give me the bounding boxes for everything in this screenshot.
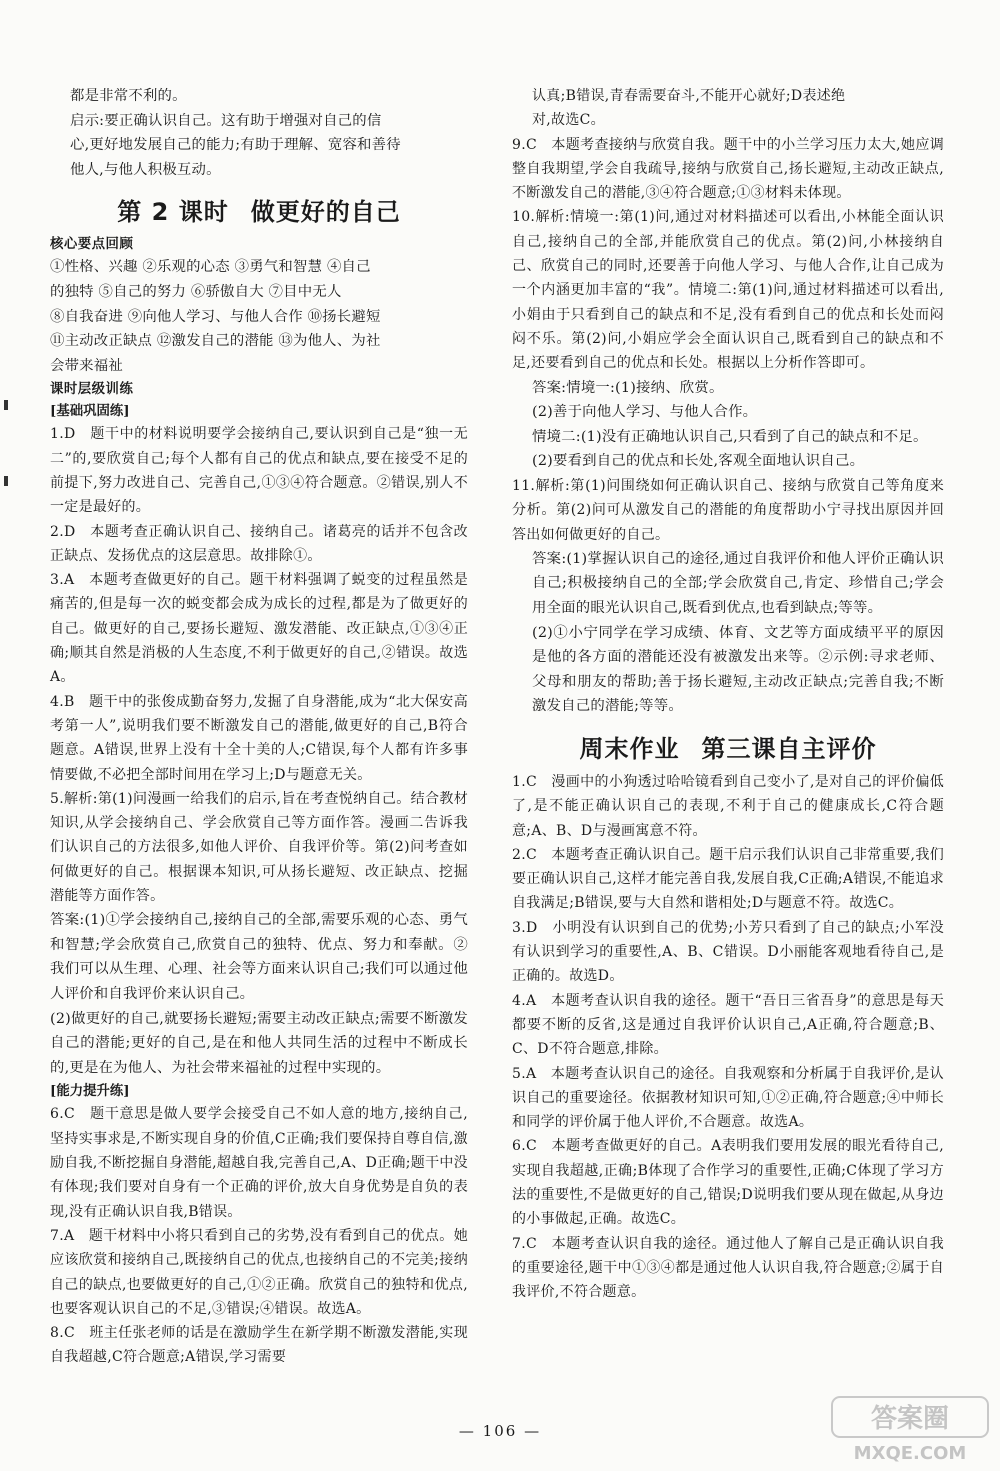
question-5-analysis: 5.解析:第(1)问漫画一给我们的启示,旨在考查悦纳自己。结合教材知识,从学会接纳自己、学会欣赏自己等方面作答。漫画二告诉我们认识自己的方法很多,如他人评价、自我评价等。第(2)问考查如何做更好的自己。根据课本知识,可从扬长避短、改正缺点、挖掘潜能等方面作答。 [50, 790, 468, 904]
question-1: 1.D 题干中的材料说明要学会接纳自己,要认识到自己是“独一无二”的,要欣赏自己;每个人都有自己的优点和缺点,要在接受不足的前提下,努力改进自己、完善自己,①③④符合题意。②错误,别人不一定是最好的。 [50, 426, 468, 516]
lesson-title-number: 第 2 课时 [117, 198, 229, 227]
watermark-text: 答案圈 [870, 1404, 950, 1434]
question-5-answer-2: (2)做更好的自己,就要扬长避短;需要主动改正缺点;需要不断激发自己的潜能;更好的自己,是在和他人共同生活的过程中不断成长的,更是在为他人、为社会带来福祉的过程中实现的。 [50, 1010, 468, 1076]
question-2: 2.D 本题考查正确认识自己、接纳自己。诸葛亮的话并不包含改正缺点、发扬优点的这层意思。故排除①。 [50, 523, 468, 564]
question-11-answer-2: (2)①小宁同学在学习成绩、体育、文艺等方面成绩平平的原因是他的各方面的潜能还没有被激发出来等。②示例:寻求老师、父母和朋友的帮助;善于扬长避短,主动改正缺点;完善自我;不断激发自己的潜能;等等。 [532, 624, 944, 715]
lesson-title-name: 做更好的自己 [250, 198, 401, 227]
text-line: 对,故选C。 [532, 112, 605, 129]
weekend-question-7: 7.C 本题考查认识自我的途径。通过他人了解自己是正确认识自我的重要途径,题干中①③④都是通过他人认识自我,符合题意;②属于自我评价,不符合题意。 [512, 1235, 944, 1301]
question-10-analysis: 10.解析:情境一:第(1)问,通过对材料描述可以看出,小林能全面认识自己,接纳自己的全部,并能欣赏自己的优点。第(2)问,小林接纳自己、欣赏自己的同时,还要善于向他人学习、与他人合作,让自己成为一个内涵更加丰富的“我”。情境二:第(1)问,通过材料描述可以看出,小娟由于只看到自己的缺点和不足,没有看到自己的优点和长处而闷闷不乐。第(2)问,小娟应学会全面认识自己,既看到自己的缺点和不足,还要看到自己的优点和长处。根据以上分析作答即可。 [512, 209, 944, 372]
key-point-line: ⑪主动改正缺点 ⑫激发自己的潜能 ⑬为他人、为社 [50, 333, 381, 350]
question-9: 9.C 本题考查接纳与欣赏自我。题干中的小兰学习压力太大,她应调整自我期望,学会自我疏导,接纳与欣赏自己,扬长避短,主动改正缺点,不断激发自己的潜能,③④符合题意;①③材料未体现。 [512, 136, 944, 202]
lesson-title [50, 192, 468, 227]
question-10-answer: (2)要看到自己的优点和长处,客观全面地认识自己。 [532, 453, 865, 470]
text-line: 心,更好地发展自己的能力;有助于理解、宽容和善待 [70, 137, 401, 154]
page-number: — 106 — [458, 1422, 542, 1440]
text-line: 启示:要正确认识自己。这有助于增强对自己的信 [70, 112, 382, 129]
question-11-analysis: 11.解析:第(1)问围绕如何正确认识自己、接纳与欣赏自己等角度来分析。第(2)问可从激发自己的潜能的角度帮助小宁寻找出原因并回答出如何做更好的自己。 [512, 477, 944, 543]
ability-section-header: [能力提升练] [50, 1083, 130, 1100]
weekend-question-6: 6.C 本题考查做更好的自己。A表明我们要用发展的眼光看待自己,实现自我超越,正确;B体现了合作学习的重要性,正确;C体现了学习方法的重要性,不是做更好的自己,错误;D说明我们要从现在做起,从身边的小事做起,正确。故选C。 [512, 1138, 944, 1228]
watermark-logo [830, 1393, 990, 1465]
question-5-answer-1: 答案:(1)①学会接纳自己,接纳自己的全部,需要乐观的心态、勇气和智慧;学会欣赏自己,欣赏自己的独特、优点、努力和奉献。②我们可以从生理、心理、社会等方面来认识自己;我们可以通过他人评价和自我评价来认识自己。 [50, 912, 468, 1003]
scan-mark [4, 400, 8, 410]
text-line: 他人,与他人积极互动。 [70, 161, 221, 178]
weekend-title-b: 第三课自主评价 [701, 734, 877, 763]
watermark-url: MXQE.COM [853, 1443, 967, 1464]
weekend-question-2: 2.C 本题考查正确认识自己。题干启示我们认识自己非常重要,我们要正确认识自己,这样才能完善自我,发展自我,C正确;A错误,不能追求自我满足;B错误,要与大自然和谐相处;D与题意不符。故选C。 [512, 846, 944, 912]
key-point-line: 的独特 ⑤自己的努力 ⑥骄傲自大 ⑦目中无人 [50, 283, 342, 300]
scan-mark [4, 476, 8, 486]
weekend-title-a: 周末作业 [579, 734, 680, 763]
text-line: 认真;B错误,青春需要奋斗,不能开心就好;D表述绝 [532, 88, 846, 104]
key-point-line: 会带来福祉 [50, 357, 123, 374]
right-column [512, 84, 944, 1305]
question-10-answer: 情境二:(1)没有正确地认识自己,只看到了自己的缺点和不足。 [532, 428, 928, 445]
question-8: 8.C 班主任张老师的话是在激励学生在新学期不断激发潜能,实现自我超越,C符合题意;A错误,学习需要 [50, 1325, 468, 1366]
text-line: 都是非常不利的。 [70, 88, 187, 104]
key-point-line: ①性格、兴趣 ②乐观的心态 ③勇气和智慧 ④自己 [50, 259, 371, 276]
question-3: 3.A 本题考查做更好的自己。题干材料强调了蜕变的过程虽然是痛苦的,但是每一次的蜕变都会成为成长的过程,都是为了做更好的自己。做更好的自己,要扬长避短、激发潜能、改正缺点,①③④正确;顺其自然是消极的人生态度,不利于做更好的自己,②错误。故选A。 [50, 572, 468, 686]
weekend-question-5: 5.A 本题考查认识自己的途径。自我观察和分析属于自我评价,是认识自己的重要途径。依据教材知识可知,①②正确,符合题意;④中师长和同学的评价属于他人评价,不合题意。故选A。 [512, 1065, 944, 1131]
training-header: 课时层级训练 [50, 381, 134, 398]
weekend-question-3: 3.D 小明没有认识到自己的优势;小芳只看到了自己的缺点;小军没有认识到学习的重要性,A、B、C错误。D小丽能客观地看待自己,是正确的。故选D。 [512, 919, 944, 985]
question-10-answer: 答案:情境一:(1)接纳、欣赏。 [532, 379, 724, 396]
weekend-title [512, 729, 944, 764]
weekend-question-1: 1.C 漫画中的小狗透过哈哈镜看到自己变小了,是对自己的评价偏低了,是不能正确认识自己的表现,不利于自己的健康成长,C符合题意;A、B、D与漫画寓意不符。 [512, 773, 944, 839]
weekend-question-4: 4.A 本题考查认识自我的途径。题干“吾日三省吾身”的意思是每天都要不断的反省,这是通过自我评价认识自己,A正确,符合题意;B、C、D不符合题意,排除。 [512, 992, 944, 1058]
key-point-line: ⑧自我奋进 ⑨向他人学习、与他人合作 ⑩扬长避短 [50, 308, 381, 325]
key-points-header: 核心要点回顾 [50, 236, 134, 253]
question-7: 7.A 题干材料中小将只看到自己的劣势,没有看到自己的优点。她应该欣赏和接纳自己,既接纳自己的优点,也接纳自己的不完美;接纳自己的缺点,也要做更好的自己,①②正确。欣赏自己的独特和优点,也要客观认识自己的不足,③错误;④错误。故选A。 [50, 1227, 468, 1317]
question-6: 6.C 题干意思是做人要学会接受自己不如人意的地方,接纳自己,坚持实事求是,不断实现自身的价值,C正确;我们要保持自尊自信,激励自我,不断挖掘自身潜能,超越自我,完善自己,A、D正确;题干中没有体现;我们要对自身有一个正确的评价,放大自身优势是自负的表现,没有正确认识自我,B错误。 [50, 1106, 468, 1220]
question-4: 4.B 题干中的张俊成勤奋努力,发掘了自身潜能,成为“北大保安高考第一人”,说明我们要不断激发自己的潜能,做更好的自己,B符合题意。A错误,世界上没有十全十美的人;C错误,每个人都有许多事情要做,不必把全部时间用在学习上;D与题意无关。 [50, 693, 468, 783]
question-10-answer: (2)善于向他人学习、与他人合作。 [532, 404, 758, 421]
left-column [50, 84, 468, 1370]
basic-section-header: [基础巩固练] [50, 403, 130, 420]
question-11-answer-1: 答案:(1)掌握认识自己的途径,通过自我评价和他人评价正确认识自己;积极接纳自己的全部;学会欣赏自己,肯定、珍惜自己;学会用全面的眼光认识自己,既看到优点,也看到缺点;等等。 [532, 550, 944, 617]
